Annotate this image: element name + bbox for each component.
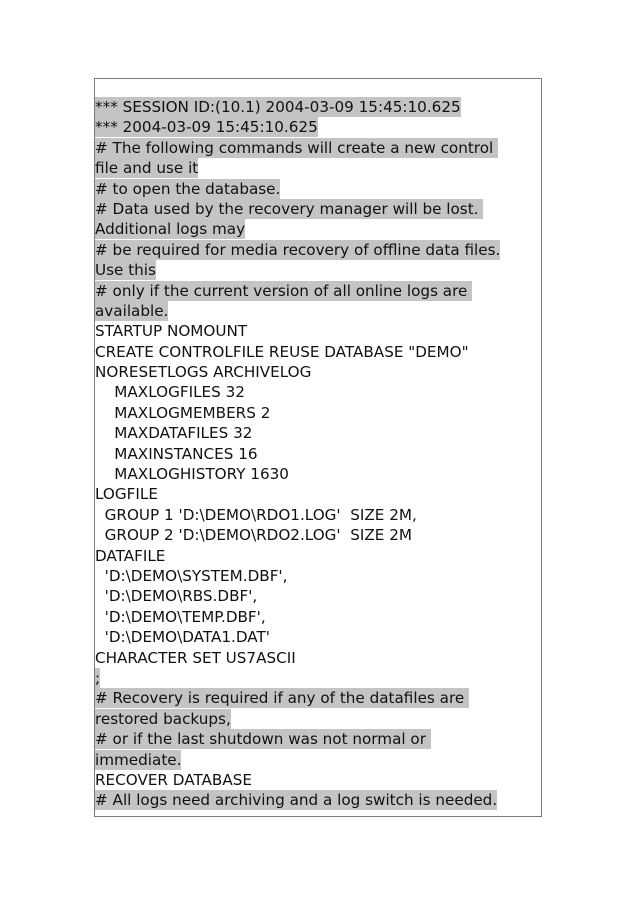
code-line: CHARACTER SET US7ASCII: [95, 648, 296, 667]
code-line: LOGFILE: [95, 485, 158, 504]
code-line: # to open the database.: [95, 179, 281, 198]
code-line: MAXDATAFILES 32: [95, 424, 253, 443]
code-line: # or if the last shutdown was not normal or: [95, 730, 431, 749]
code-line: # The following commands will create a new control: [95, 138, 499, 157]
code-line: MAXLOGHISTORY 1630: [95, 465, 289, 484]
code-line: 'D:\DEMO\TEMP.DBF',: [95, 607, 266, 626]
code-line: *** SESSION ID:(10.1) 2004-03-09 15:45:10.625: [95, 98, 461, 116]
code-line: 'D:\DEMO\SYSTEM.DBF',: [95, 566, 288, 585]
code-line: # Recovery is required if any of the datafiles are: [95, 689, 470, 708]
code-line: MAXLOGMEMBERS 2: [95, 403, 271, 422]
code-line: 'D:\DEMO\RBS.DBF',: [95, 587, 258, 606]
code-line: # be required for media recovery of offline data files.: [95, 240, 501, 259]
code-line: GROUP 2 'D:\DEMO\RDO2.LOG' SIZE 2M: [95, 526, 412, 545]
code-line: restored backups,: [95, 709, 231, 728]
code-line: available.: [95, 301, 169, 320]
code-line: RECOVER DATABASE: [95, 770, 252, 789]
code-line: 'D:\DEMO\DATA1.DAT': [95, 628, 270, 647]
code-line: Use this: [95, 261, 156, 280]
code-line: MAXINSTANCES 16: [95, 444, 258, 463]
code-line: NORESETLOGS ARCHIVELOG: [95, 363, 312, 382]
code-line: GROUP 1 'D:\DEMO\RDO1.LOG' SIZE 2M,: [95, 505, 417, 524]
code-line: # All logs need archiving and a log switch is needed.: [95, 791, 498, 810]
code-line: DATAFILE: [95, 546, 166, 565]
code-line: ;: [95, 668, 101, 687]
code-line: # Data used by the recovery manager will be lost.: [95, 199, 484, 218]
code-line: immediate.: [95, 750, 182, 769]
code-line: file and use it: [95, 159, 199, 178]
code-line: *** 2004-03-09 15:45:10.625: [95, 118, 318, 137]
code-line: CREATE CONTROLFILE REUSE DATABASE "DEMO": [95, 342, 469, 361]
code-listing-box: [94, 78, 542, 817]
code-line: # only if the current version of all online logs are: [95, 281, 473, 300]
code-line: MAXLOGFILES 32: [95, 383, 245, 402]
code-line: STARTUP NOMOUNT: [95, 322, 248, 341]
code-line: Additional logs may: [95, 220, 246, 239]
